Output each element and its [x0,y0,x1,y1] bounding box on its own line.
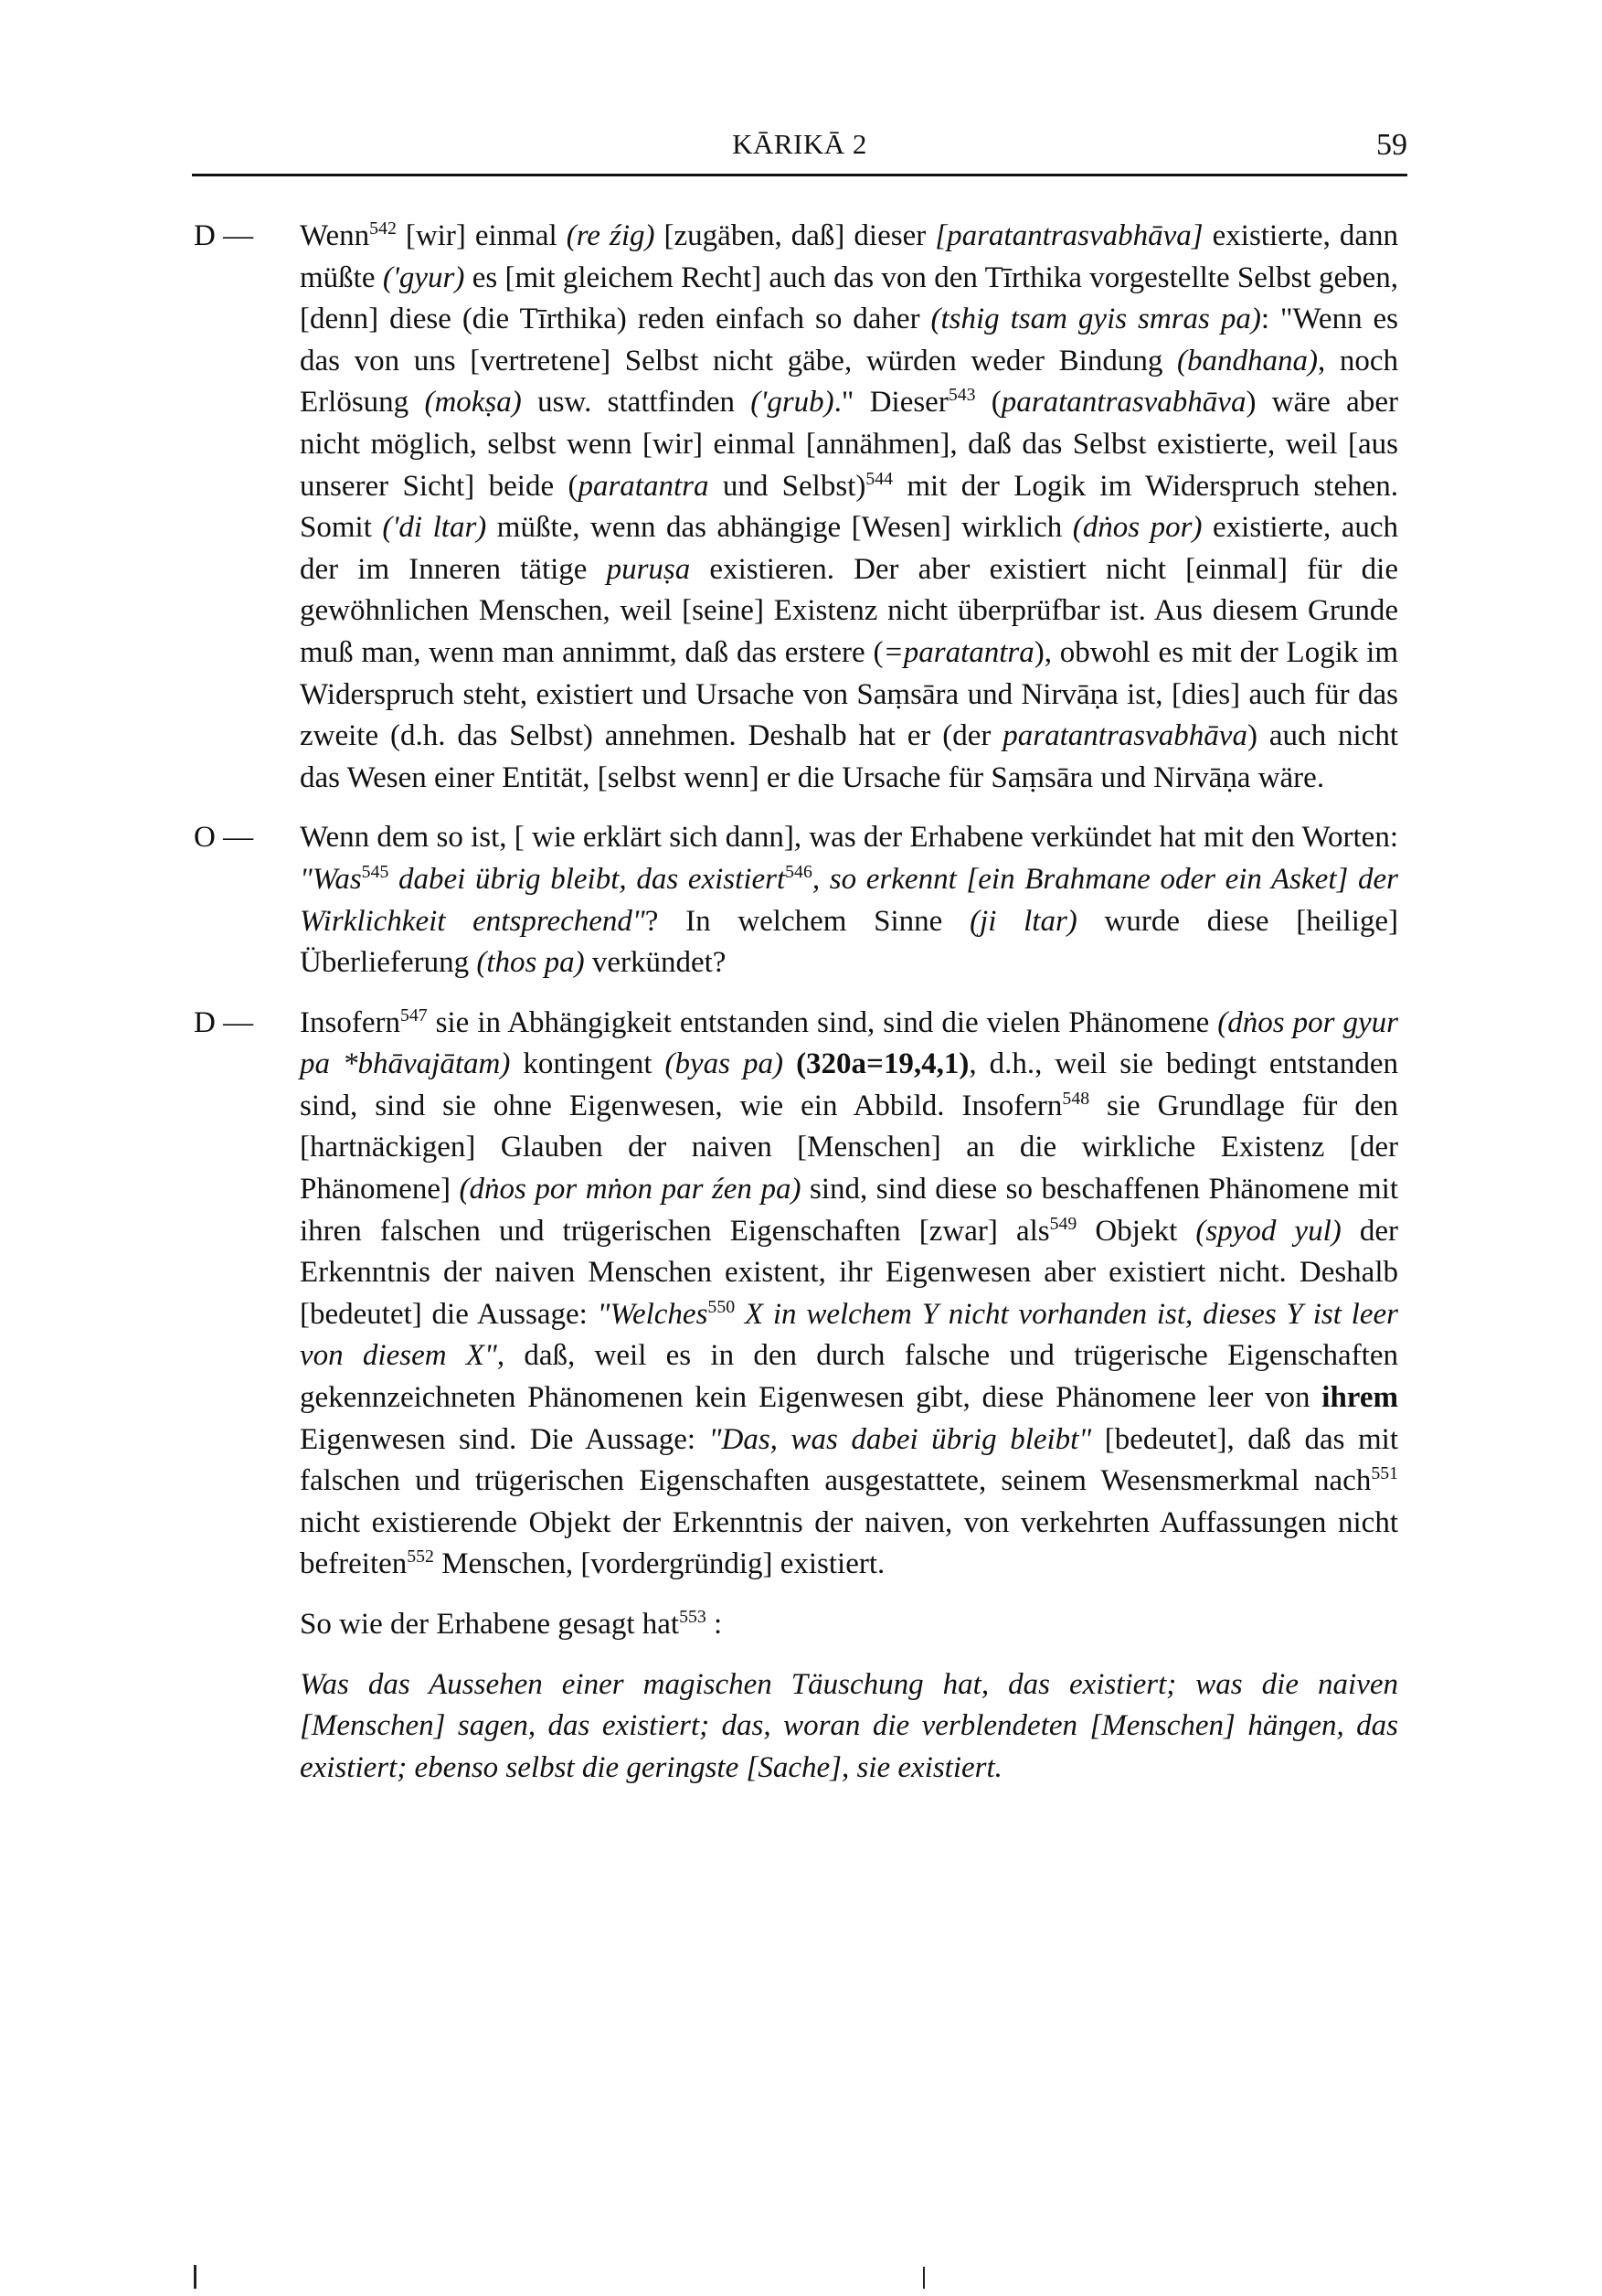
text-run: ( [975,386,1002,420]
footnote-ref: 545 [361,861,389,882]
italic-term: X in welchem Y nicht vorhanden ist, dieses Y ist leer von diesem X" [300,1297,1398,1373]
text-run: [zugäben, daß] dieser [654,219,936,252]
footnote-ref: 543 [948,385,976,406]
footnote-ref: 548 [1062,1088,1090,1109]
italic-term: "Das, was dabei übrig bleibt" [708,1422,1092,1456]
speaker-label: D — [194,1005,254,1039]
italic-term: , so erkennt [ein Brahmane oder ein Asket] der Wirklichkeit entsprechend" [300,862,1399,938]
footnote-ref: 551 [1371,1463,1398,1484]
scan-artifact [194,2265,196,2289]
text-run: sie Grundlage für den [hartnäckigen] Glauben der naiven [Menschen] an die wirkliche Existenz [der Phänomene] [300,1089,1398,1206]
text-run: , noch Erlösung [300,344,1398,420]
dialogue-paragraph-1 [194,216,1398,799]
text-run [783,1047,796,1080]
text-run: mit der Logik im Widerspruch stehen. Somit [300,469,1398,545]
italic-term: (mokṣa) [424,386,522,420]
text-run: es [mit gleichem Recht] auch das von den Tīrthika vorgestellte Selbst geben, [denn] diese (die Tīrthika) reden einfach so daher [300,260,1398,336]
dialogue-paragraph-3 [194,1003,1398,1586]
text-run: müßte, wenn das abhängige [Wesen] wirklich [486,511,1073,545]
text-run: ) auch nicht das Wesen einer Entität, [selbst wenn] er die Ursache für Saṃsāra und Nirvāṇa wäre. [300,719,1398,794]
footnote-ref: 544 [865,468,894,489]
italic-term: (dṅos por) [1072,511,1203,545]
bold-text: ihrem [1321,1381,1398,1415]
speaker-label: D — [194,219,254,252]
text-run: der Erkenntnis der naiven Menschen existent, ihr Eigenwesen aber existiert nicht. Deshalb [bedeutet] die Aussage: [300,1214,1398,1331]
italic-term: (thos pa) [476,946,585,980]
text-run: [bedeutet], daß das mit falschen und trügerischen Eigenschaften ausgestattete, seinem Wesensmerkmal nach [300,1422,1398,1498]
italic-term: (tshig tsam gyis smras pa) [930,303,1261,336]
quoted-verse: Was das Aussehen einer magischen Täuschung hat, das existiert; was die naiven [Menschen] sagen, das existiert; das, woran die verblendeten [Menschen] hängen, das existiert; ebenso selbst die geringste [Sache], sie existiert. [300,1667,1398,1784]
text-run: Menschen, [vordergründig] existiert. [433,1547,886,1581]
main-text [194,216,1398,1789]
italic-term: (spyod yul) [1195,1214,1342,1248]
text-run: verkündet? [584,946,727,980]
italic-term: (ji ltar) [970,904,1077,938]
paragraph-text [300,817,1398,983]
running-header [192,128,1407,175]
text-run: ." Dieser [833,386,949,420]
text-run: und Selbst) [708,469,866,503]
text-run: Wenn dem so ist, [ wie erklärt sich dann], was der Erhabene verkündet hat mit den Worten: [300,821,1398,855]
italic-term: (byas pa) [664,1047,784,1081]
text-run: existieren. Der aber existiert nicht [einmal] für die gewöhnlichen Menschen, weil [seine] Existenz nicht überprüfbar ist. Aus diesem Grunde muß man, wenn man annimmt, daß das erstere ( [300,552,1398,669]
text-run: ), obwohl es mit der Logik im Widerspruch steht, existiert und Ursache von Saṃsāra und Nirvāṇa ist, [dies] auch für das zweite (d.h. das Selbst) annehmen. Deshalb hat er (der [300,635,1398,753]
text-run: usw. stattfinden [521,386,751,420]
text-run: [wir] einmal [396,219,567,252]
italic-term: "Welches [597,1297,708,1331]
text-run: , daß, weil es in den durch falsche und trügerische Eigenschaften gekennzeichneten Phänomenen kein Eigenwesen gibt, diese Phänomene leer von [300,1339,1398,1415]
footnote-ref: 549 [1049,1213,1077,1234]
footnote-ref: 542 [369,218,397,239]
italic-term: ('grub) [750,386,834,420]
footnote-ref: 553 [679,1607,706,1627]
text-run: sind, sind diese so beschaffenen Phänomene mit ihren falschen und trügerischen Eigenschaften [zwar] als [300,1173,1398,1248]
italic-term: puruṣa [606,552,691,586]
italic-term: (re źig) [566,219,655,252]
footnote-ref: 552 [407,1547,434,1568]
italic-term: (bandhana) [1176,344,1318,377]
text-run: : "Wenn es das von uns [vertretene] Selbst nicht gäbe, würden weder Bindung [300,303,1399,377]
bold-text: (320a=19,4,1) [796,1047,970,1081]
text-run: kontingent [510,1047,665,1081]
text-run: existierte, auch der im Inneren tätige [300,511,1399,586]
text-run: , d.h., weil sie bedingt entstanden sind, sind sie ohne Eigenwesen, wie ein Abbild. Insofern [300,1047,1399,1122]
italic-term: (dṅos por mṅon par źen pa) [459,1173,801,1206]
paragraph-text [300,216,1398,799]
page-number: 59 [1376,128,1407,162]
text-run: nicht existierende Objekt der Erkenntnis der naiven, von verkehrten Auffassungen nicht befreiten [300,1505,1398,1581]
speaker-label: O — [194,821,254,855]
text-run: sie in Abhängigkeit entstanden sind, sind die vielen Phänomene [427,1005,1218,1039]
running-title: KĀRIKĀ 2 [732,128,867,160]
header-rule [192,174,1407,176]
text-run: ) wäre aber nicht möglich, selbst wenn [wir] einmal [annähmen], daß das Selbst existierte, weil [aus unserer Sicht] beide ( [300,386,1398,503]
text-run: ? In welchem Sinne [644,904,971,938]
text-run: wurde diese [heilige] Überlieferung [300,904,1398,980]
text-run: Eigenwesen sind. Die Aussage: [300,1422,709,1456]
footnote-ref: 547 [399,1004,428,1026]
dialogue-paragraph-2 [194,817,1398,983]
text-run: Objekt [1077,1214,1196,1248]
italic-term: (dṅos por gyur pa *bhāvajātam) [300,1005,1399,1081]
text-run: : [706,1608,723,1641]
text-run: existierte, dann müßte [300,219,1398,294]
text-run: So wie der Erhabene gesagt hat [300,1608,680,1641]
italic-term: paratantrasvabhāva [1003,719,1247,753]
text-run: Insofern [300,1005,400,1039]
footnote-ref: 546 [785,861,812,882]
footnote-ref: 550 [707,1296,736,1317]
italic-term: "Was [300,862,362,896]
italic-term: dabei übrig bleibt, das existiert [388,862,786,896]
paragraph-text [300,1003,1398,1586]
italic-term: ('di ltar) [382,511,487,545]
text-run: Wenn [300,219,370,252]
italic-term: paratantrasvabhāva [1001,386,1247,420]
italic-term: paratantra [578,469,709,503]
italic-term: ('gyur) [382,260,465,294]
italic-term: =paratantra [883,635,1034,669]
italic-term: [paratantrasvabhāva] [935,219,1204,252]
scan-artifact [923,2267,925,2289]
quotation-intro [194,1604,1398,1646]
